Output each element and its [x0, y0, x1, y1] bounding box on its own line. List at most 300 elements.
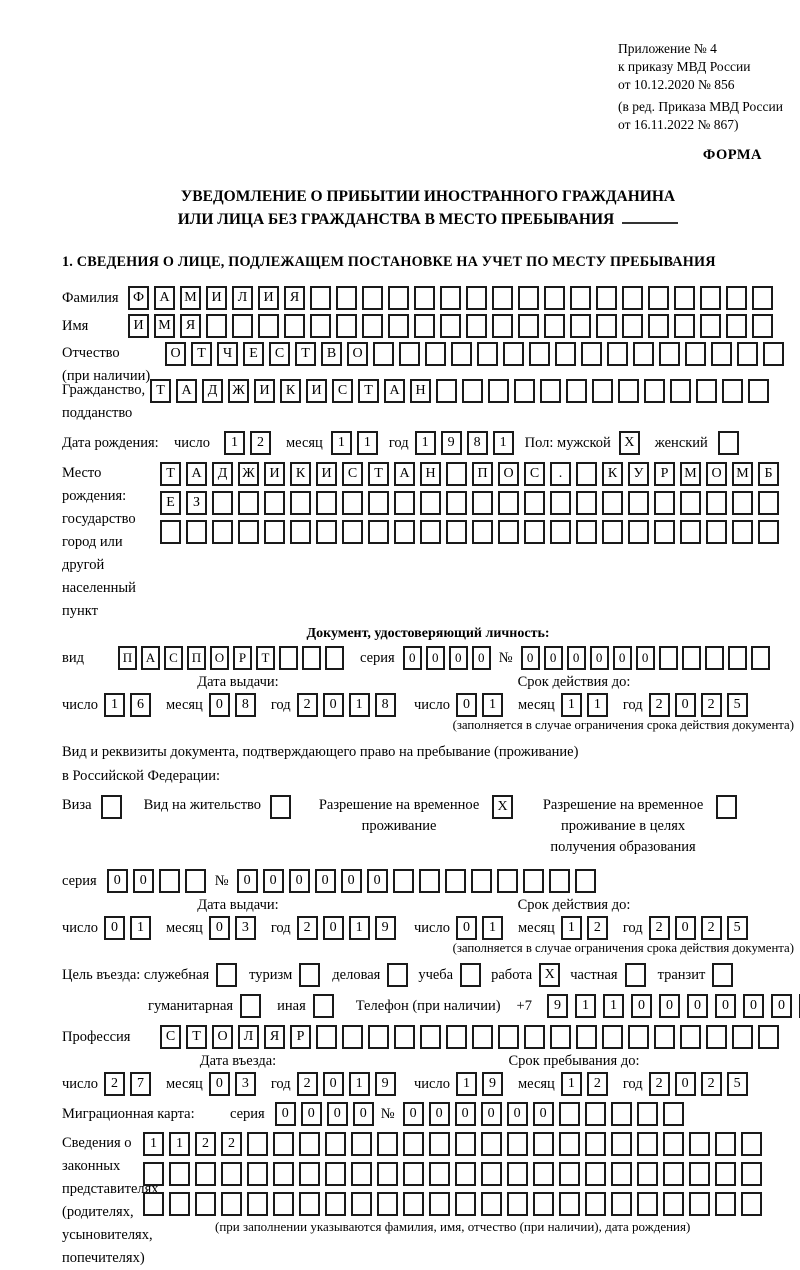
char-box[interactable]	[507, 1192, 528, 1216]
char-box[interactable]	[284, 314, 305, 338]
char-box[interactable]	[585, 1192, 606, 1216]
char-box[interactable]	[362, 286, 383, 310]
char-box[interactable]	[377, 1162, 398, 1186]
char-box[interactable]: М	[180, 286, 201, 310]
char-box[interactable]: А	[186, 462, 207, 486]
char-box[interactable]	[628, 520, 649, 544]
char-box[interactable]	[741, 1132, 762, 1156]
char-box[interactable]	[160, 520, 181, 544]
char-box[interactable]	[763, 342, 784, 366]
char-box[interactable]	[212, 491, 233, 515]
char-box[interactable]	[507, 1132, 528, 1156]
char-box[interactable]	[377, 1132, 398, 1156]
char-box[interactable]	[221, 1192, 242, 1216]
char-box[interactable]	[455, 1162, 476, 1186]
char-box[interactable]: П	[187, 646, 206, 670]
char-box[interactable]: 0	[659, 994, 680, 1018]
char-box[interactable]: 1	[349, 693, 370, 717]
char-box[interactable]: А	[141, 646, 160, 670]
char-box[interactable]: 2	[649, 916, 670, 940]
char-box[interactable]: Н	[410, 379, 431, 403]
char-box[interactable]	[611, 1102, 632, 1126]
char-box[interactable]: 0	[636, 646, 655, 670]
char-box[interactable]	[602, 491, 623, 515]
char-box[interactable]	[524, 520, 545, 544]
char-box[interactable]: З	[186, 491, 207, 515]
char-box[interactable]	[663, 1162, 684, 1186]
char-box[interactable]: 0	[455, 1102, 476, 1126]
char-box[interactable]: 2	[297, 916, 318, 940]
char-box[interactable]: О	[347, 342, 368, 366]
char-box[interactable]: А	[384, 379, 405, 403]
char-box[interactable]	[507, 1162, 528, 1186]
char-box[interactable]: Т	[358, 379, 379, 403]
char-box[interactable]	[414, 286, 435, 310]
char-box[interactable]	[592, 379, 613, 403]
char-box[interactable]	[637, 1162, 658, 1186]
char-box[interactable]	[607, 342, 628, 366]
char-box[interactable]	[498, 520, 519, 544]
char-box[interactable]	[419, 869, 440, 893]
char-box[interactable]	[559, 1132, 580, 1156]
char-box[interactable]	[575, 869, 596, 893]
char-box[interactable]: К	[290, 462, 311, 486]
char-box[interactable]: X	[619, 431, 640, 455]
char-box[interactable]	[732, 1025, 753, 1049]
char-box[interactable]: 0	[544, 646, 563, 670]
char-box[interactable]	[336, 286, 357, 310]
char-box[interactable]: П	[472, 462, 493, 486]
char-box[interactable]	[602, 1025, 623, 1049]
char-box[interactable]	[466, 286, 487, 310]
char-box[interactable]	[471, 869, 492, 893]
char-box[interactable]	[377, 1192, 398, 1216]
char-box[interactable]	[387, 963, 408, 987]
char-box[interactable]: Н	[420, 462, 441, 486]
char-box[interactable]	[232, 314, 253, 338]
char-box[interactable]	[466, 314, 487, 338]
char-box[interactable]	[388, 314, 409, 338]
char-box[interactable]: Ф	[128, 286, 149, 310]
char-box[interactable]	[602, 520, 623, 544]
char-box[interactable]: И	[306, 379, 327, 403]
char-box[interactable]: П	[118, 646, 137, 670]
char-box[interactable]: И	[258, 286, 279, 310]
char-box[interactable]	[336, 314, 357, 338]
char-box[interactable]: 1	[493, 431, 514, 455]
char-box[interactable]	[420, 491, 441, 515]
char-box[interactable]	[247, 1132, 268, 1156]
char-box[interactable]	[722, 379, 743, 403]
char-box[interactable]	[706, 1025, 727, 1049]
char-box[interactable]: Т	[368, 462, 389, 486]
char-box[interactable]: 0	[289, 869, 310, 893]
char-box[interactable]: С	[342, 462, 363, 486]
char-box[interactable]	[394, 520, 415, 544]
char-box[interactable]	[716, 795, 737, 819]
char-box[interactable]	[705, 646, 724, 670]
char-box[interactable]: 1	[561, 1072, 582, 1096]
char-box[interactable]	[576, 1025, 597, 1049]
char-box[interactable]	[637, 1132, 658, 1156]
char-box[interactable]: 0	[715, 994, 736, 1018]
char-box[interactable]	[240, 994, 261, 1018]
char-box[interactable]	[440, 286, 461, 310]
char-box[interactable]	[451, 342, 472, 366]
char-box[interactable]	[618, 379, 639, 403]
char-box[interactable]	[264, 520, 285, 544]
char-box[interactable]: О	[498, 462, 519, 486]
char-box[interactable]: С	[269, 342, 290, 366]
char-box[interactable]: 0	[275, 1102, 296, 1126]
char-box[interactable]	[481, 1192, 502, 1216]
char-box[interactable]	[497, 869, 518, 893]
char-box[interactable]	[368, 520, 389, 544]
char-box[interactable]: 0	[567, 646, 586, 670]
char-box[interactable]: 1	[603, 994, 624, 1018]
char-box[interactable]	[544, 314, 565, 338]
char-box[interactable]	[628, 491, 649, 515]
char-box[interactable]	[633, 342, 654, 366]
char-box[interactable]	[715, 1132, 736, 1156]
char-box[interactable]: 1	[482, 693, 503, 717]
char-box[interactable]: 0	[533, 1102, 554, 1126]
char-box[interactable]: Т	[150, 379, 171, 403]
char-box[interactable]	[185, 869, 206, 893]
char-box[interactable]	[741, 1192, 762, 1216]
char-box[interactable]: 0	[449, 646, 468, 670]
char-box[interactable]	[659, 646, 678, 670]
char-box[interactable]: С	[524, 462, 545, 486]
char-box[interactable]	[622, 314, 643, 338]
char-box[interactable]	[544, 286, 565, 310]
char-box[interactable]	[440, 314, 461, 338]
char-box[interactable]	[325, 1132, 346, 1156]
char-box[interactable]	[700, 314, 721, 338]
char-box[interactable]: 0	[133, 869, 154, 893]
char-box[interactable]: 9	[441, 431, 462, 455]
char-box[interactable]: 3	[235, 916, 256, 940]
char-box[interactable]	[310, 314, 331, 338]
char-box[interactable]	[518, 314, 539, 338]
char-box[interactable]	[368, 1025, 389, 1049]
char-box[interactable]: В	[321, 342, 342, 366]
char-box[interactable]	[752, 314, 773, 338]
char-box[interactable]	[726, 314, 747, 338]
char-box[interactable]: 0	[687, 994, 708, 1018]
char-box[interactable]	[488, 379, 509, 403]
char-box[interactable]: 1	[104, 693, 125, 717]
char-box[interactable]	[212, 520, 233, 544]
char-box[interactable]	[559, 1162, 580, 1186]
char-box[interactable]	[373, 342, 394, 366]
char-box[interactable]: 1	[143, 1132, 164, 1156]
char-box[interactable]	[514, 379, 535, 403]
char-box[interactable]	[351, 1192, 372, 1216]
char-box[interactable]: Т	[160, 462, 181, 486]
char-box[interactable]: 0	[429, 1102, 450, 1126]
char-box[interactable]: 1	[331, 431, 352, 455]
char-box[interactable]	[550, 491, 571, 515]
char-box[interactable]	[533, 1162, 554, 1186]
char-box[interactable]	[611, 1132, 632, 1156]
char-box[interactable]	[741, 1162, 762, 1186]
char-box[interactable]	[732, 491, 753, 515]
char-box[interactable]	[472, 1025, 493, 1049]
char-box[interactable]	[549, 869, 570, 893]
char-box[interactable]	[325, 1192, 346, 1216]
char-box[interactable]: 0	[403, 646, 422, 670]
char-box[interactable]: Л	[238, 1025, 259, 1049]
char-box[interactable]: 9	[547, 994, 568, 1018]
char-box[interactable]: 0	[341, 869, 362, 893]
char-box[interactable]: 2	[649, 693, 670, 717]
char-box[interactable]	[524, 491, 545, 515]
char-box[interactable]	[310, 286, 331, 310]
char-box[interactable]: 0	[403, 1102, 424, 1126]
char-box[interactable]: Ч	[217, 342, 238, 366]
char-box[interactable]	[429, 1192, 450, 1216]
char-box[interactable]	[637, 1192, 658, 1216]
char-box[interactable]: Р	[290, 1025, 311, 1049]
char-box[interactable]: Е	[160, 491, 181, 515]
char-box[interactable]: 0	[456, 916, 477, 940]
char-box[interactable]	[680, 1025, 701, 1049]
char-box[interactable]	[393, 869, 414, 893]
char-box[interactable]	[429, 1162, 450, 1186]
char-box[interactable]	[498, 1025, 519, 1049]
char-box[interactable]	[169, 1192, 190, 1216]
char-box[interactable]: 1	[587, 693, 608, 717]
char-box[interactable]: 0	[456, 693, 477, 717]
char-box[interactable]	[518, 286, 539, 310]
char-box[interactable]	[394, 491, 415, 515]
char-box[interactable]: Я	[284, 286, 305, 310]
char-box[interactable]: 9	[375, 1072, 396, 1096]
char-box[interactable]: X	[539, 963, 560, 987]
char-box[interactable]: 9	[375, 916, 396, 940]
char-box[interactable]: К	[280, 379, 301, 403]
char-box[interactable]: 0	[472, 646, 491, 670]
char-box[interactable]	[529, 342, 550, 366]
char-box[interactable]: К	[602, 462, 623, 486]
char-box[interactable]: 0	[743, 994, 764, 1018]
char-box[interactable]: 0	[631, 994, 652, 1018]
char-box[interactable]: 2	[587, 916, 608, 940]
char-box[interactable]	[670, 379, 691, 403]
char-box[interactable]	[732, 520, 753, 544]
char-box[interactable]	[143, 1162, 164, 1186]
char-box[interactable]: Ж	[238, 462, 259, 486]
char-box[interactable]	[711, 342, 732, 366]
char-box[interactable]: 2	[701, 693, 722, 717]
char-box[interactable]: 1	[130, 916, 151, 940]
char-box[interactable]	[748, 379, 769, 403]
char-box[interactable]: 5	[727, 916, 748, 940]
char-box[interactable]	[503, 342, 524, 366]
char-box[interactable]: 1	[482, 916, 503, 940]
char-box[interactable]: 0	[367, 869, 388, 893]
char-box[interactable]: 0	[323, 693, 344, 717]
char-box[interactable]	[628, 1025, 649, 1049]
char-box[interactable]: 2	[701, 916, 722, 940]
char-box[interactable]	[316, 491, 337, 515]
char-box[interactable]	[700, 286, 721, 310]
char-box[interactable]: 1	[561, 916, 582, 940]
char-box[interactable]	[299, 1132, 320, 1156]
char-box[interactable]: И	[128, 314, 149, 338]
char-box[interactable]	[654, 491, 675, 515]
char-box[interactable]: 1	[169, 1132, 190, 1156]
char-box[interactable]	[540, 379, 561, 403]
char-box[interactable]	[325, 646, 344, 670]
char-box[interactable]	[273, 1162, 294, 1186]
char-box[interactable]: Т	[186, 1025, 207, 1049]
char-box[interactable]	[302, 646, 321, 670]
char-box[interactable]	[420, 520, 441, 544]
char-box[interactable]	[706, 520, 727, 544]
char-box[interactable]	[270, 795, 291, 819]
char-box[interactable]	[206, 314, 227, 338]
char-box[interactable]: О	[706, 462, 727, 486]
char-box[interactable]	[403, 1162, 424, 1186]
char-box[interactable]: Р	[233, 646, 252, 670]
char-box[interactable]	[570, 286, 591, 310]
char-box[interactable]: О	[210, 646, 229, 670]
char-box[interactable]	[566, 379, 587, 403]
char-box[interactable]	[342, 520, 363, 544]
char-box[interactable]	[550, 520, 571, 544]
char-box[interactable]	[186, 520, 207, 544]
char-box[interactable]: О	[165, 342, 186, 366]
char-box[interactable]: М	[154, 314, 175, 338]
char-box[interactable]: 0	[323, 916, 344, 940]
char-box[interactable]	[663, 1102, 684, 1126]
char-box[interactable]	[682, 646, 701, 670]
char-box[interactable]	[689, 1162, 710, 1186]
char-box[interactable]: 1	[561, 693, 582, 717]
char-box[interactable]	[648, 286, 669, 310]
char-box[interactable]: 0	[353, 1102, 374, 1126]
char-box[interactable]: 2	[701, 1072, 722, 1096]
char-box[interactable]	[316, 1025, 337, 1049]
char-box[interactable]	[596, 286, 617, 310]
char-box[interactable]: 1	[415, 431, 436, 455]
char-box[interactable]	[342, 491, 363, 515]
char-box[interactable]: Т	[256, 646, 275, 670]
char-box[interactable]: Л	[232, 286, 253, 310]
char-box[interactable]	[492, 314, 513, 338]
char-box[interactable]: Т	[295, 342, 316, 366]
char-box[interactable]: 0	[507, 1102, 528, 1126]
char-box[interactable]	[195, 1192, 216, 1216]
char-box[interactable]: 0	[590, 646, 609, 670]
char-box[interactable]	[758, 1025, 779, 1049]
char-box[interactable]	[477, 342, 498, 366]
char-box[interactable]	[524, 1025, 545, 1049]
char-box[interactable]	[394, 1025, 415, 1049]
char-box[interactable]	[523, 869, 544, 893]
char-box[interactable]	[264, 491, 285, 515]
char-box[interactable]: И	[264, 462, 285, 486]
char-box[interactable]	[195, 1162, 216, 1186]
char-box[interactable]	[247, 1192, 268, 1216]
char-box[interactable]	[648, 314, 669, 338]
char-box[interactable]	[622, 286, 643, 310]
char-box[interactable]	[351, 1132, 372, 1156]
char-box[interactable]: И	[316, 462, 337, 486]
char-box[interactable]	[299, 1162, 320, 1186]
char-box[interactable]	[258, 314, 279, 338]
char-box[interactable]	[663, 1132, 684, 1156]
char-box[interactable]: Я	[264, 1025, 285, 1049]
char-box[interactable]: 5	[727, 693, 748, 717]
char-box[interactable]	[581, 342, 602, 366]
char-box[interactable]	[143, 1192, 164, 1216]
char-box[interactable]: 2	[221, 1132, 242, 1156]
char-box[interactable]	[533, 1192, 554, 1216]
char-box[interactable]	[570, 314, 591, 338]
char-box[interactable]: 0	[327, 1102, 348, 1126]
char-box[interactable]: 8	[375, 693, 396, 717]
char-box[interactable]: 0	[104, 916, 125, 940]
char-box[interactable]	[498, 491, 519, 515]
char-box[interactable]	[368, 491, 389, 515]
char-box[interactable]	[351, 1162, 372, 1186]
char-box[interactable]	[751, 646, 770, 670]
char-box[interactable]	[663, 1192, 684, 1216]
char-box[interactable]	[644, 379, 665, 403]
char-box[interactable]	[696, 379, 717, 403]
char-box[interactable]: 0	[209, 693, 230, 717]
char-box[interactable]	[403, 1192, 424, 1216]
char-box[interactable]: М	[732, 462, 753, 486]
char-box[interactable]: 0	[315, 869, 336, 893]
char-box[interactable]: С	[332, 379, 353, 403]
char-box[interactable]	[299, 1192, 320, 1216]
char-box[interactable]	[446, 1025, 467, 1049]
char-box[interactable]: 0	[675, 693, 696, 717]
char-box[interactable]	[637, 1102, 658, 1126]
char-box[interactable]: Ж	[228, 379, 249, 403]
char-box[interactable]	[462, 379, 483, 403]
char-box[interactable]	[752, 286, 773, 310]
char-box[interactable]	[436, 379, 457, 403]
char-box[interactable]	[279, 646, 298, 670]
char-box[interactable]	[533, 1132, 554, 1156]
char-box[interactable]: 0	[237, 869, 258, 893]
char-box[interactable]	[680, 520, 701, 544]
char-box[interactable]: 0	[426, 646, 445, 670]
char-box[interactable]: Б	[758, 462, 779, 486]
char-box[interactable]: Т	[191, 342, 212, 366]
char-box[interactable]	[726, 286, 747, 310]
char-box[interactable]: 2	[297, 693, 318, 717]
char-box[interactable]: 1	[456, 1072, 477, 1096]
char-box[interactable]	[674, 314, 695, 338]
char-box[interactable]	[576, 491, 597, 515]
char-box[interactable]: И	[206, 286, 227, 310]
char-box[interactable]: С	[160, 1025, 181, 1049]
char-box[interactable]: .	[550, 462, 571, 486]
char-box[interactable]	[689, 1192, 710, 1216]
char-box[interactable]: 0	[209, 1072, 230, 1096]
char-box[interactable]	[216, 963, 237, 987]
char-box[interactable]	[290, 520, 311, 544]
char-box[interactable]: 5	[727, 1072, 748, 1096]
char-box[interactable]: О	[212, 1025, 233, 1049]
char-box[interactable]	[611, 1162, 632, 1186]
